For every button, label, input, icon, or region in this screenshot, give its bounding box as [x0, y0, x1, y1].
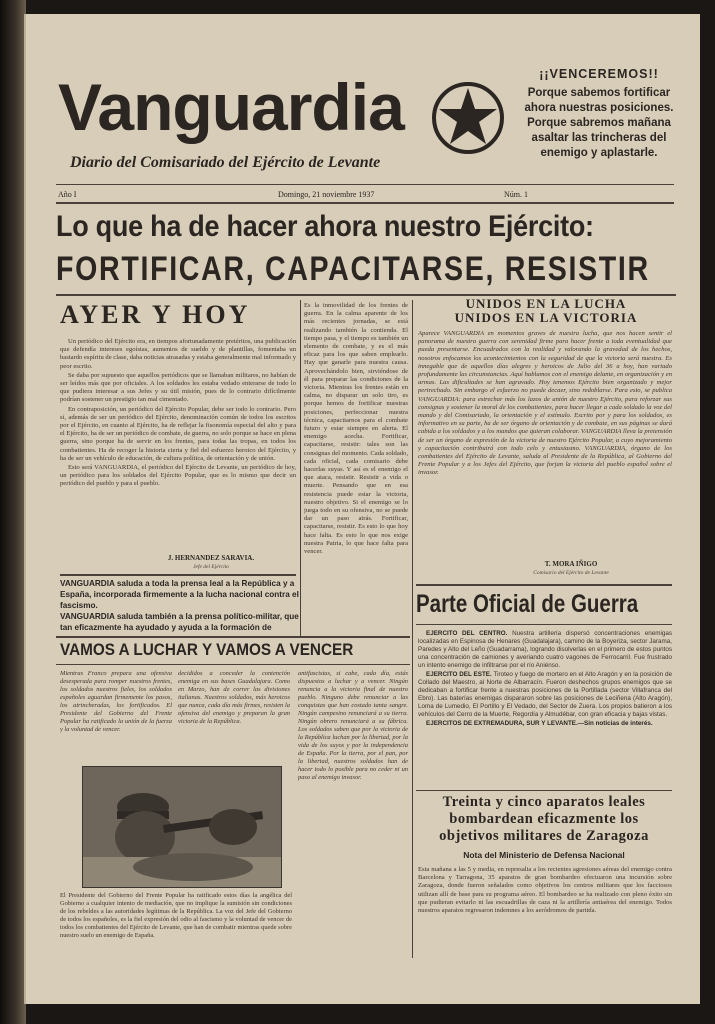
- ayer-hoy-paragraph: En contraposición, un periódico del Ejército Popular, debe ser todo lo contrario. Pero sí, además de ser un periódico del Ejército, denominación común de todos los escritos por el Ejército, en cuanto al Ejército, ha de reflejar la fisonomía especial del alto y para el Ejército, ha de ser un periódico de combate, de guerra, no solo porque se hace en plena guerra, sino porque ha de servir en los frentes, para todas las tropas, en todos los combatientes. Ha de recoger la historia cierta y fiel del esfuerzo heroico del Ejército, y ha de ser un vehículo de educación, de cultura política, de orientación y de unión.: [60, 405, 296, 462]
- press-notice-2: VANGUARDIA saluda también a la prensa político-militar, que tan eficazmente ha ayudado y ayuda a la formación de: [60, 612, 299, 632]
- column-divider: [300, 300, 301, 636]
- soldier-photo: [82, 766, 282, 888]
- column-divider: [412, 300, 413, 636]
- unidos-title-2: UNIDOS EN LA VICTORIA: [454, 310, 638, 325]
- dateline: [56, 184, 674, 204]
- vamos-title: VAMOS A LUCHAR Y VAMOS A VENCER: [60, 640, 354, 659]
- slogan-title: ¡¡VENCEREMOS!!: [539, 67, 659, 81]
- soldier-illustration: [83, 767, 282, 888]
- slogan-line-2: Porque sabremos mañana asaltar las trincheras del enemigo y aplastarle.: [527, 117, 671, 159]
- treinta-title-3: objetivos militares de Zaragoza: [439, 828, 649, 844]
- parte-este-text: Tiroteo y fuego de mortero en el Alto Aragón y en la posición de Collado del Maestro, al Norte de Albarracín. Fueron deshechos grupos enemigos que se dedicaban a fortificar frente a nuestras posiciones de la Portillada (sector Villafranca del Ebro). Las baterías enemigas dispararon sobre las posiciones de Leciñena (Alto Aragón), Loma de Lumedio, El Portillo y El Vedado, del Sector de Zuera. Los propios batieron a los vehículos del Cerro de la Muerte, Regordía y Almudébar, con gran eficacia y bajas vistas.: [418, 671, 672, 718]
- masthead: [58, 70, 498, 184]
- parte-centro-text: Nuestra artillería dispersó concentraciones enemigas localizadas en Espinosa de Henares (Guadalajara), camino de la Boyeriza, sector Jarama, Paredes y Alto del Leño (Guadarrama), logrando disolverlas en el primero de estos puntos una concentración de camiones y averiando cuatro vagones de Ferrocarril. Fue frustrado un intento enemigo de infiltrarse por el río Aniénso.: [418, 630, 672, 669]
- column-divider: [412, 588, 413, 958]
- ayer-hoy-paragraph: Esto será VANGUARDIA, el periódico del Ejército de Levante, un periódico de hoy, un periódico para los soldados del Ejército Popular, que es lo mismo que decir un periódico del pueblo y para el pueblo.: [60, 464, 296, 488]
- dateline-date: Domingo, 21 noviembre 1937: [278, 190, 375, 199]
- vamos-divider: [56, 636, 410, 638]
- dateline-number: Núm. 1: [504, 190, 528, 199]
- vamos-bottom-text: El Presidente del Gobierno del Frente Popular ha ratificado estos días la angélica del Gobierno a cualquier intento de mediación, que no implique la sumisión sin condiciones de los rebeldes a las autoridades legítimas de la República. La voz del Jefe del Gobierno de todos los españoles, es la fiel expresión del odio al fascismo y la voluntad de vencer de todos los combatientes del Ejército de Levante, que han de combatir mientras quede sobre nuestro suelo un enemigo de España.: [60, 892, 292, 939]
- press-notice: [60, 578, 300, 632]
- middle-column-body: Es la inmovilidad de los frentes de guerra. En la calma aparente de los más recientes jornadas, se está realizando también la contienda. El tiempo pasa, y el tiempo es también un elemento de combate, y es el más eficaz para los que saben emplearlo. Hay que ganarle para nuestra causa. Aprovechándolo bien, sirviéndose de él para preparar las condiciones de la victoria. Mientras los frentes están en calma, no disparar un solo tiro, es porque hemos de fortificar nuestras posiciones, perfeccionar nuestra técnica, capacitarnos para el combate futuro y estar siempre en alerta. El enemigo acecha. Fortificar, capacitarse, resistir: tales son las consignas del momento. Cada soldado, cada oficial, cada comisario debe hacerlas suyas. Y así es el enemigo el que ataca, resistir. Resistir a vida o muerte. Pensando que en esa resistencia puede estar la victoria, nuestro objetivo. Si el enemigo se lo juega todo en su ofensiva, no se puede dar un paso atrás. Fortificar, capacitarse, resistir. Es esto lo que hoy hace falta. Es esto lo que nos exige nuestra Patria, lo que hace falta para vencer.: [304, 302, 408, 556]
- press-notice-1: VANGUARDIA saluda a toda la prensa leal a la República y a España, incorporada firmemente a la lucha nacional contra el fascismo.: [60, 579, 299, 610]
- masthead-title: Vanguardia: [58, 70, 404, 144]
- parte-title: Parte Oficial de Guerra: [416, 590, 639, 618]
- masthead-subtitle: Diario del Comisariado del Ejército de Levante: [70, 154, 381, 171]
- parte-title-rule: [416, 624, 672, 625]
- treinta-body: Esta mañana a las 5 y media, en represalia a los recientes agresiones aéreas del enemigo contra Barcelona y Tarragona, 35 aparatos de gran bombardeo efectuaron una incursión sobre Zaragoza, donde fueron señalados como objetivos los centros militares que los facciosos utilizan allí de base para su programa aéreo. El bombardeo se ha realizado con pleno éxito sin que pudieran evitarlo ni las escuadrillas de caza ni la artillería antiaérea del enemigo. Todos nuestros aparatos regresaron indemnes a los aeródromos de partida.: [418, 866, 672, 915]
- treinta-title-2: bombardean eficazmente los: [449, 811, 639, 827]
- slogan-line-1: Porque sabemos fortificar ahora nuestras posiciones.: [524, 87, 674, 115]
- ayer-hoy-paragraph: Se daba por supuesto que aquellos periódicos que se llamaban militares, no habían de ser leídos más que por oficiales. A los soldados les estaba vedado enterarse de todo lo que pudiera interesar a sus Jefes y su útil misión, pues de lo contrario difícilmente podrían sostener un prestigio tan mal cimentado.: [60, 371, 296, 404]
- parte-divider: [416, 584, 672, 586]
- headline-line-2: FORTIFICAR, CAPACITARSE, RESISTIR: [56, 250, 650, 288]
- ayer-hoy-signature: J. HERNANDEZ SARAVIA.: [167, 554, 255, 562]
- treinta-subhead: Nota del Ministerio de Defensa Nacional: [463, 850, 625, 860]
- vamos-title-rule: [56, 664, 410, 665]
- vamos-column-2: decididos a conceder la contención enemiga en sus bases Guadalajara. Como en Marzo, han de correr las divisiones italianas. Nuestros soldados, más heroicos que nunca, cada día más firmes, resisten la ofensiva del enemigo y preparan la gran victoria de la República.: [178, 670, 290, 725]
- parte-centro-head: EJERCITO DEL CENTRO.: [426, 630, 508, 637]
- ayer-hoy-body: [60, 338, 296, 546]
- book-spine: [0, 0, 26, 1024]
- notice-divider: [60, 574, 296, 576]
- dateline-year: Año I: [58, 190, 77, 199]
- ayer-hoy-signature-role: Jefe del Ejército: [193, 564, 229, 570]
- newspaper-page: [24, 14, 700, 1004]
- slogan-box: [514, 66, 684, 161]
- headline-line-1: Lo que ha de hacer ahora nuestro Ejército:: [56, 210, 594, 243]
- unidos-signature: T. MORA IÑIGO: [544, 560, 598, 568]
- treinta-divider: [416, 790, 672, 791]
- parte-extremadura: EJERCITOS DE EXTREMADURA, SUR Y LEVANTE.—Sin noticias de interés.: [426, 720, 653, 727]
- vamos-column-1: Mientras Franco prepara una ofensiva desesperada para romper nuestros frentes, los soldados nuestros fieles, los soldados españoles aguardan firmemente los pasos, los atrincheradas, los fortificados. El Presidente del Gobierno del Frente Popular ha ratificado la unión de la fuerza y la voluntad de vencer.: [60, 670, 172, 733]
- ayer-hoy-title: AYER Y HOY: [60, 300, 251, 329]
- star-emblem-icon: [430, 80, 506, 156]
- unidos-signature-role: Comisario del Ejército de Levante: [533, 570, 609, 576]
- parte-este-head: EJERCITO DEL ESTE.: [426, 671, 492, 678]
- unidos-title-1: UNIDOS EN LA LUCHA: [465, 296, 627, 311]
- treinta-title-1: Treinta y cinco aparatos leales: [442, 794, 646, 810]
- parte-body: [418, 630, 672, 790]
- unidos-body: Aparece VANGUARDIA en momentos graves de nuestra lucha, que nos hacen sentir el panorama de nuestra guerra con serenidad firme para hacer frente a toda eventualidad que pueda presentarse. Encuadrados con la realidad y valorando la gravedad de los hechos, nosotros enfocamos los acontecimientos con la seguridad de que la victoria será nuestra. Es innegable que de aquellos días alegres y heroicos de Julio del 36 a hoy, han variado profundamente las circunstancias. Aquí hablamos con el enemigo delante, en organización y en armas. Las dificultades se han agravado. Hoy tenemos Ejército bien organizado y mejor pertrechado. Sin embargo el esfuerzo no puede decaer, sino redoblarse. Para esto, se publica VANGUARDIA: para estrechar más los lazos de unión de nuestro Ejército, para reforzar sus consignas y sostener la moral de los combatientes, para hacer llegar a cada soldado la voz del mando y del Comisariado, la orientación y el estímulo. Escrito por y para los soldados, es informativo en su parte, ha de ser órgano de orientación y de combate, en sus páginas se dará cabida a los soldados y a los mandos que quieran colaborar. VANGUARDIA lleva la pretensión de ser un órgano de expresión de la victoria de nuestro Ejército Popular, a cuyo mejoramiento y capacitación contribuirá con todo celo y entusiasmo. VANGUARDIA, órgano de los combatientes del Ejército de Levante, saluda al Presidente de la República, al Gobierno del Frente Popular y a los Jefes del Ejército, que forjan la victoria del pueblo español sobre el invasor.: [418, 330, 672, 477]
- vamos-column-3: antifascistas, si cabe, cada día, estás dispuestos a luchar y a vencer. Ningún renuncia a la victoria final de nuestro pueblo. Ninguno debe renunciar a las conquistas que han costado tanta sangre. Ningún campesino renunciará a su tierra. Ningún obrero renunciará a su fábrica. Los soldados saben que por la victoria de la República luchan por la libertad, por la vida de los suyos y por la independencia de España. Por la tierra, por el pan, por la libertad, nuestros soldados han de hacer todo lo posible para no ceder ni un paso al enemigo invasor.: [298, 670, 408, 781]
- ayer-hoy-paragraph: Un periódico del Ejército era, en tiempos afortunadamente pretéritos, una publicación que defendía intereses egoístas, aumentos de sueldo y de plantillas, fomentaba un bastardo espíritu de clase, daba noticias atrasadas y estaba generalmente mal informado y peor escrito.: [60, 338, 296, 370]
